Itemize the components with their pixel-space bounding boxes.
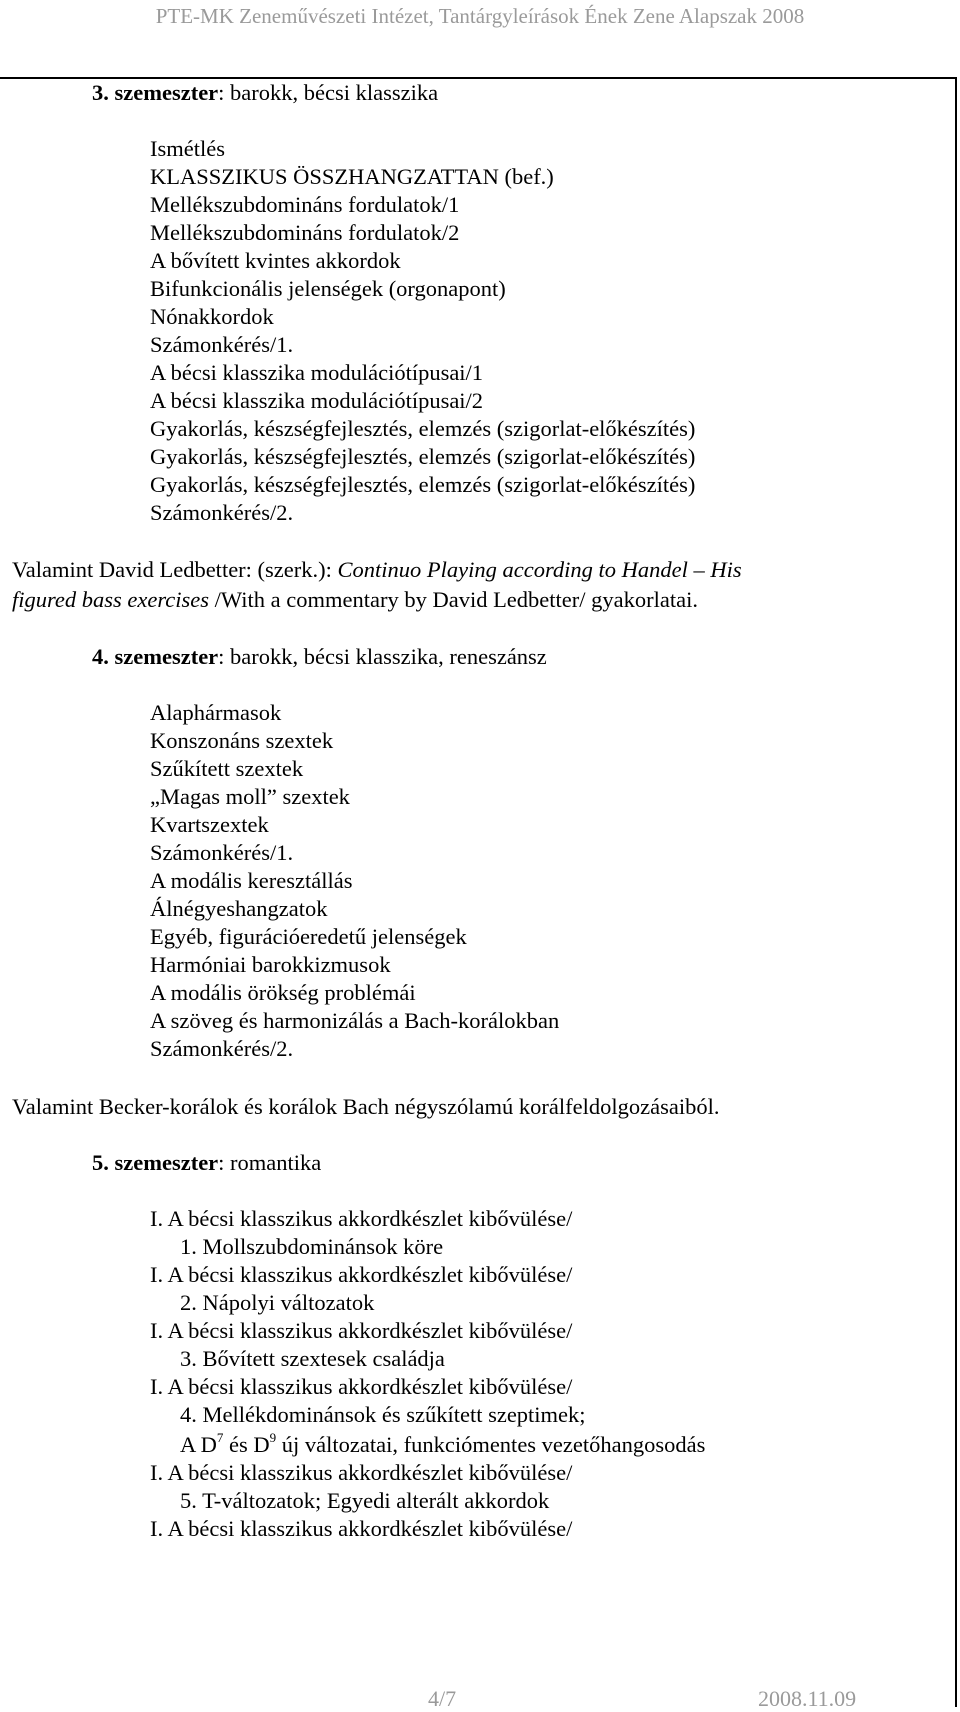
chord-superscript: 9 [269, 1430, 277, 1445]
list-item: Nónakkordok [150, 304, 274, 329]
sub-item: 2. Nápolyi változatok [180, 1290, 375, 1315]
list-item: A bécsi klasszika modulációtípusai/1 [150, 360, 484, 385]
list-item: Konszonáns szextek [150, 728, 334, 753]
list-item: Számonkérés/1. [150, 840, 294, 865]
page-header: PTE-MK Zeneművészeti Intézet, Tantárgyleírások Ének Zene Alapszak 2008 [155, 4, 805, 28]
sub-item: 4. Mellékdominánsok és szűkített szeptimek; [180, 1402, 586, 1427]
list-item: A bécsi klasszika modulációtípusai/2 [150, 388, 484, 413]
semester-4-heading [92, 642, 547, 673]
list-item: Bifunkcionális jelenségek (orgonapont) [150, 276, 506, 301]
list-item: Gyakorlás, készségfejlesztés, elemzés (szigorlat-előkészítés) [150, 444, 696, 469]
book-title-cont: figured bass exercises [12, 587, 210, 612]
semester-number: 3. szemeszter [92, 80, 219, 105]
list-item: Harmóniai barokkizmusok [150, 952, 391, 977]
list-item: I. A bécsi klasszikus akkordkészlet kibővülése/ [150, 1374, 573, 1399]
semester-topic: : barokk, bécsi klasszika [218, 80, 439, 105]
list-item: I. A bécsi klasszikus akkordkészlet kibővülése/ [150, 1318, 573, 1343]
semester-topic: : romantika [218, 1150, 322, 1175]
list-item: I. A bécsi klasszikus akkordkészlet kibővülése/ [150, 1516, 573, 1541]
list-item: I. A bécsi klasszikus akkordkészlet kibővülése/ [150, 1460, 573, 1485]
note-text: /With a commentary by David Ledbetter/ gyakorlatai. [209, 587, 698, 612]
list-item: Egyéb, figurációeredetű jelenségek [150, 924, 467, 949]
chord-text: A D [180, 1432, 217, 1457]
list-item: Gyakorlás, készségfejlesztés, elemzés (szigorlat-előkészítés) [150, 472, 696, 497]
sub-item: 1. Mollszubdominánsok köre [180, 1234, 444, 1259]
semester-5-heading [92, 1148, 321, 1179]
list-item: I. A bécsi klasszikus akkordkészlet kibővülése/ [150, 1206, 573, 1231]
list-item: Számonkérés/2. [150, 1036, 294, 1061]
semester-4-note: Valamint Becker-korálok és korálok Bach négyszólamú korálfeldolgozásaiból. [12, 1094, 720, 1119]
list-item: Ismétlés [150, 136, 225, 161]
chord-superscript: 7 [216, 1430, 224, 1445]
semester-topic: : barokk, bécsi klasszika, reneszánsz [218, 644, 547, 669]
book-title: Continuo Playing according to Handel – His [337, 557, 742, 582]
footer-date: 2008.11.09 [758, 1686, 857, 1711]
list-item: „Magas moll” szextek [150, 784, 350, 809]
list-item: Kvartszextek [150, 812, 269, 837]
list-item: I. A bécsi klasszikus akkordkészlet kibővülése/ [150, 1262, 573, 1287]
list-item: Számonkérés/2. [150, 500, 294, 525]
sub-item: 3. Bővített szextesek családja [180, 1346, 445, 1371]
semester-number: 5. szemeszter [92, 1150, 219, 1175]
list-item: Számonkérés/1. [150, 332, 294, 357]
note-text: Valamint David Ledbetter: (szerk.): [12, 557, 338, 582]
list-item: Mellékszubdomináns fordulatok/2 [150, 220, 460, 245]
list-item: A modális keresztállás [150, 868, 353, 893]
chord-text: új változatai, funkciómentes vezetőhangosodás [276, 1432, 706, 1457]
list-item: A bővített kvintes akkordok [150, 248, 401, 273]
semester-3-note [12, 555, 742, 586]
list-item: A modális örökség problémái [150, 980, 416, 1005]
sub-item: 5. T-változatok; Egyedi alterált akkordok [180, 1488, 550, 1513]
chord-text: és D [223, 1432, 270, 1457]
semester-3-heading [92, 78, 438, 109]
semester-3-note-cont [12, 585, 698, 616]
page-number: 4/7 [428, 1686, 457, 1711]
list-item: A szöveg és harmonizálás a Bach-korálokban [150, 1008, 560, 1033]
list-item: KLASSZIKUS ÖSSZHANGZATTAN (bef.) [150, 164, 554, 189]
list-item: Mellékszubdomináns fordulatok/1 [150, 192, 460, 217]
sub-item-chords [180, 1430, 705, 1461]
semester-number: 4. szemeszter [92, 644, 219, 669]
list-item: Álnégyeshangzatok [150, 896, 328, 921]
list-item: Szűkített szextek [150, 756, 304, 781]
list-item: Alaphármasok [150, 700, 282, 725]
list-item: Gyakorlás, készségfejlesztés, elemzés (szigorlat-előkészítés) [150, 416, 696, 441]
